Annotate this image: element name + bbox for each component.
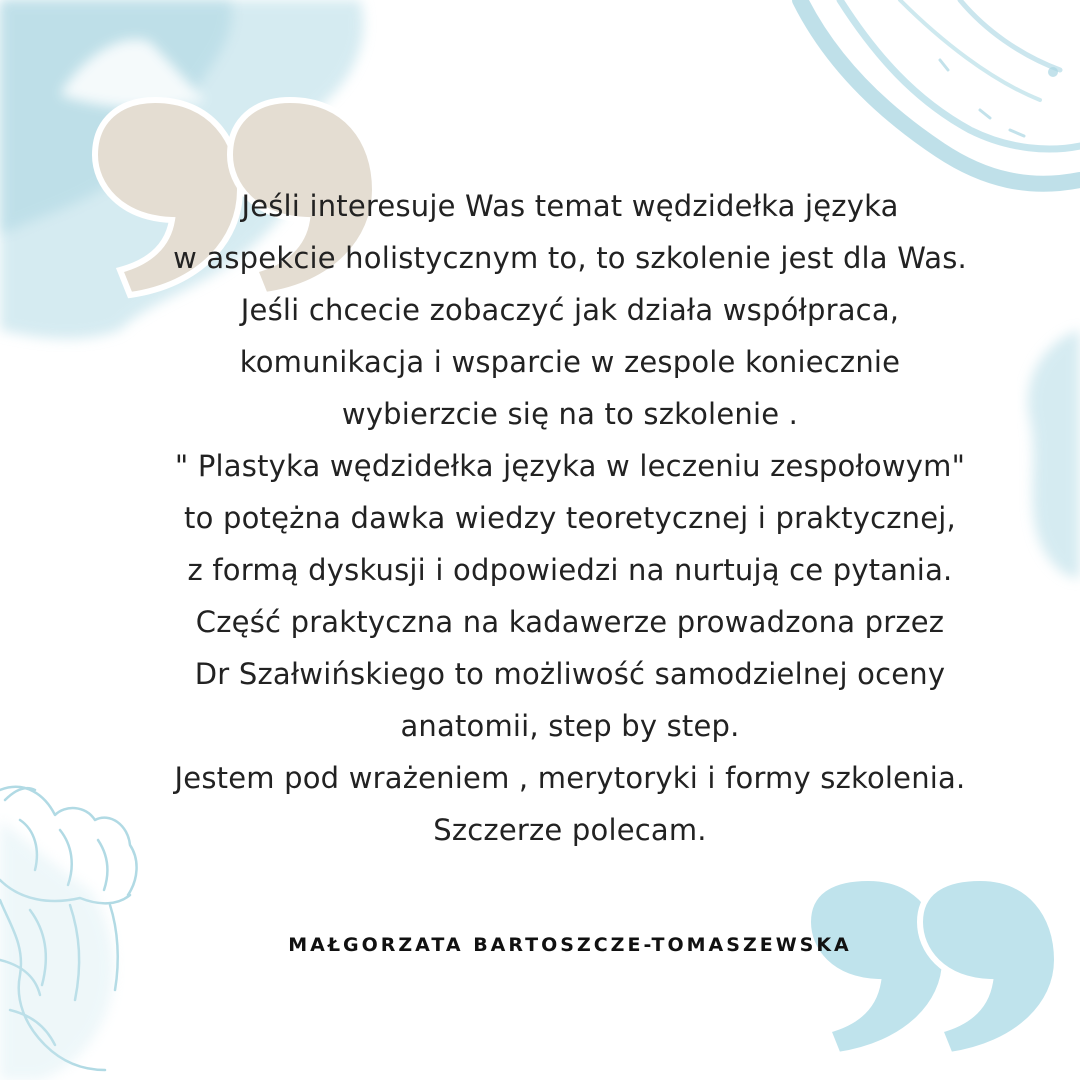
testimonial-line: Dr Szałwińskiego to możliwość samodzielnej oceny bbox=[194, 657, 946, 691]
testimonial-line: z formą dyskusji i odpowiedzi na nurtują ce pytania. bbox=[187, 553, 953, 587]
testimonial-line: Jeśli interesuje Was temat wędzidełka języka bbox=[241, 189, 899, 223]
testimonial-line: anatomii, step by step. bbox=[400, 709, 740, 743]
testimonial-line: Część praktyczna na kadawerze prowadzona przez bbox=[195, 605, 945, 639]
author-name: MAŁGORZATA BARTOSZCZE-TOMASZEWSKA bbox=[288, 934, 852, 956]
watercolor-wash-bottom-left bbox=[0, 820, 114, 1080]
testimonial-line: w aspekcie holistycznym to, to szkolenie jest dla Was. bbox=[173, 241, 967, 275]
testimonial-text bbox=[90, 180, 1050, 856]
testimonial-line: Szczerze polecam. bbox=[433, 813, 707, 847]
testimonial-line: komunikacja i wsparcie w zespole koniecznie bbox=[239, 345, 901, 379]
testimonial-line: " Plastyka wędzidełka języka w leczeniu zespołowym" bbox=[174, 449, 966, 483]
closing-quote-mark-icon bbox=[808, 878, 1057, 1055]
brush-stroke-top-right bbox=[800, 0, 1080, 184]
testimonial-line: Jestem pod wrażeniem , merytoryki i formy szkolenia. bbox=[174, 761, 966, 795]
testimonial-line: to potężna dawka wiedzy teoretycznej i praktycznej, bbox=[184, 501, 956, 535]
testimonial-line: wybierzcie się na to szkolenie . bbox=[341, 397, 799, 431]
testimonial-line: Jeśli chcecie zobaczyć jak działa współpraca, bbox=[240, 293, 900, 327]
